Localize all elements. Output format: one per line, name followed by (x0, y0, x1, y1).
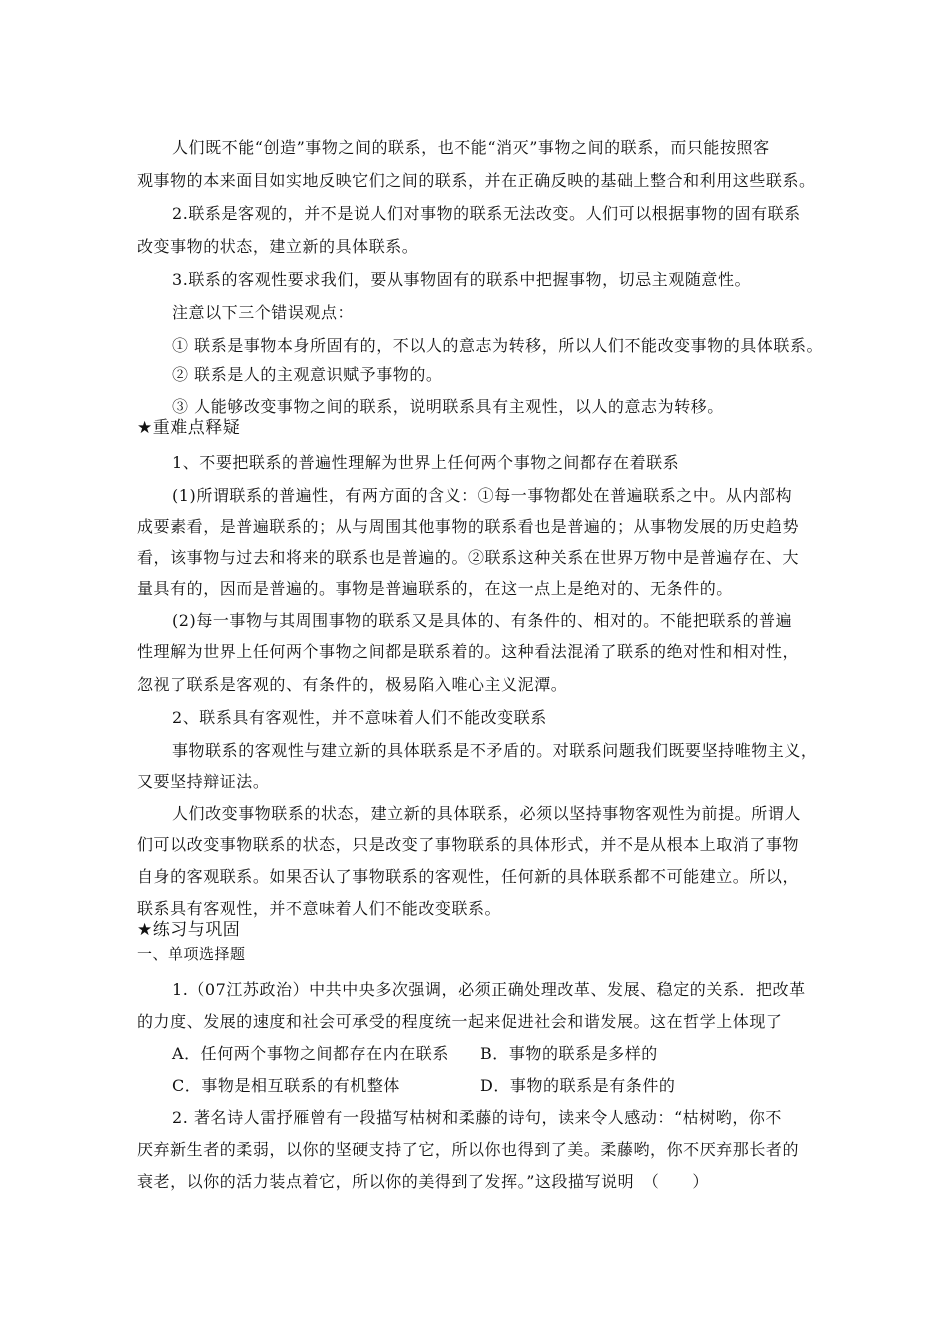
paragraph-line: 2.联系是客观的，并不是说人们对事物的联系无法改变。人们可以根据事物的固有联系 (172, 204, 801, 223)
question-1-line: 1.（07江苏政治）中共中央多次强调，必须正确处理改革、发展、稳定的关系．把改革 (172, 980, 806, 999)
question-2-line: 厌弃新生者的柔弱，以你的坚硬支持了它，所以你也得到了美。柔藤哟，你不厌弃那长者的 (137, 1140, 800, 1159)
paragraph-line: 自身的客观联系。如果否认了事物联系的客观性，任何新的具体联系都不可能建立。所以， (137, 867, 800, 886)
paragraph-line: (1)所谓联系的普遍性，有两方面的含义：①每一事物都处在普遍联系之中。从内部构 (172, 486, 793, 505)
section-heading-practice: ★练习与巩固 (137, 920, 241, 940)
option-c: C．事物是相互联系的有机整体 (172, 1076, 400, 1095)
paragraph-line: 忽视了联系是客观的、有条件的，极易陷入唯心主义泥潭。 (137, 675, 568, 694)
paragraph-line: 们可以改变事物联系的状态，只是改变了事物联系的具体形式，并不是从根本上取消了事物 (137, 835, 800, 854)
section-heading-key-points: ★重难点释疑 (137, 418, 241, 438)
paragraph-line: 人们既不能“创造”事物之间的联系，也不能“消灭”事物之间的联系，而只能按照客 (172, 138, 770, 157)
paragraph-line: 联系具有客观性，并不意味着人们不能改变联系。 (137, 899, 502, 918)
paragraph-line: 量具有的，因而是普遍的。事物是普遍联系的，在这一点上是绝对的、无条件的。 (137, 579, 733, 598)
paragraph-line: 注意以下三个错误观点： (172, 303, 355, 322)
option-a: A．任何两个事物之间都存在内在联系 (172, 1044, 449, 1063)
subheading-2: 2、联系具有客观性，并不意味着人们不能改变联系 (172, 708, 547, 727)
paragraph-line: 又要坚持辩证法。 (137, 772, 270, 791)
question-2-line: 衰老，以你的活力装点着它，所以你的美得到了发挥。”这段描写说明 （ ） (137, 1172, 709, 1191)
paragraph-line: (2)每一事物与其周围事物的联系又是具体的、有条件的、相对的。不能把联系的普遍 (172, 611, 793, 630)
paragraph-line: 事物联系的客观性与建立新的具体联系是不矛盾的。对联系问题我们既要坚持唯物主义， (172, 741, 818, 760)
paragraph-line: 3.联系的客观性要求我们，要从事物固有的联系中把握事物，切忌主观随意性。 (172, 270, 752, 289)
subsection-heading-single-choice: 一、单项选择题 (137, 945, 246, 963)
paragraph-line: 人们改变事物联系的状态，建立新的具体联系，必须以坚持事物客观性为前提。所谓人 (172, 804, 801, 823)
question-1-line: 的力度、发展的速度和社会可承受的程度统一起来促进社会和谐发展。这在哲学上体现了 (137, 1012, 783, 1031)
error-viewpoint-3: ③ 人能够改变事物之间的联系，说明联系具有主观性，以人的意志为转移。 (172, 397, 724, 416)
option-d: D．事物的联系是有条件的 (480, 1076, 676, 1095)
paragraph-line: 成要素看，是普遍联系的；从与周围其他事物的联系看也是普遍的；从事物发展的历史趋势 (137, 517, 800, 536)
paragraph-line: 看，该事物与过去和将来的联系也是普遍的。②联系这种关系在世界万物中是普遍存在、大 (137, 548, 800, 567)
option-b: B．事物的联系是多样的 (480, 1044, 658, 1063)
paragraph-line: 性理解为世界上任何两个事物之间都是联系着的。这种看法混淆了联系的绝对性和相对性， (137, 642, 800, 661)
error-viewpoint-1: ① 联系是事物本身所固有的，不以人的意志为转移，所以人们不能改变事物的具体联系。 (172, 336, 824, 355)
paragraph-line: 观事物的本来面目如实地反映它们之间的联系，并在正确反映的基础上整合和利用这些联系。 (137, 171, 816, 190)
question-2-line: 2. 著名诗人雷抒雁曾有一段描写枯树和柔藤的诗句，读来令人感动：“枯树哟，你不 (172, 1108, 782, 1127)
error-viewpoint-2: ② 联系是人的主观意识赋予事物的。 (172, 365, 443, 384)
subheading-1: 1、不要把联系的普遍性理解为世界上任何两个事物之间都存在着联系 (172, 453, 680, 472)
paragraph-line: 改变事物的状态，建立新的具体联系。 (137, 237, 419, 256)
